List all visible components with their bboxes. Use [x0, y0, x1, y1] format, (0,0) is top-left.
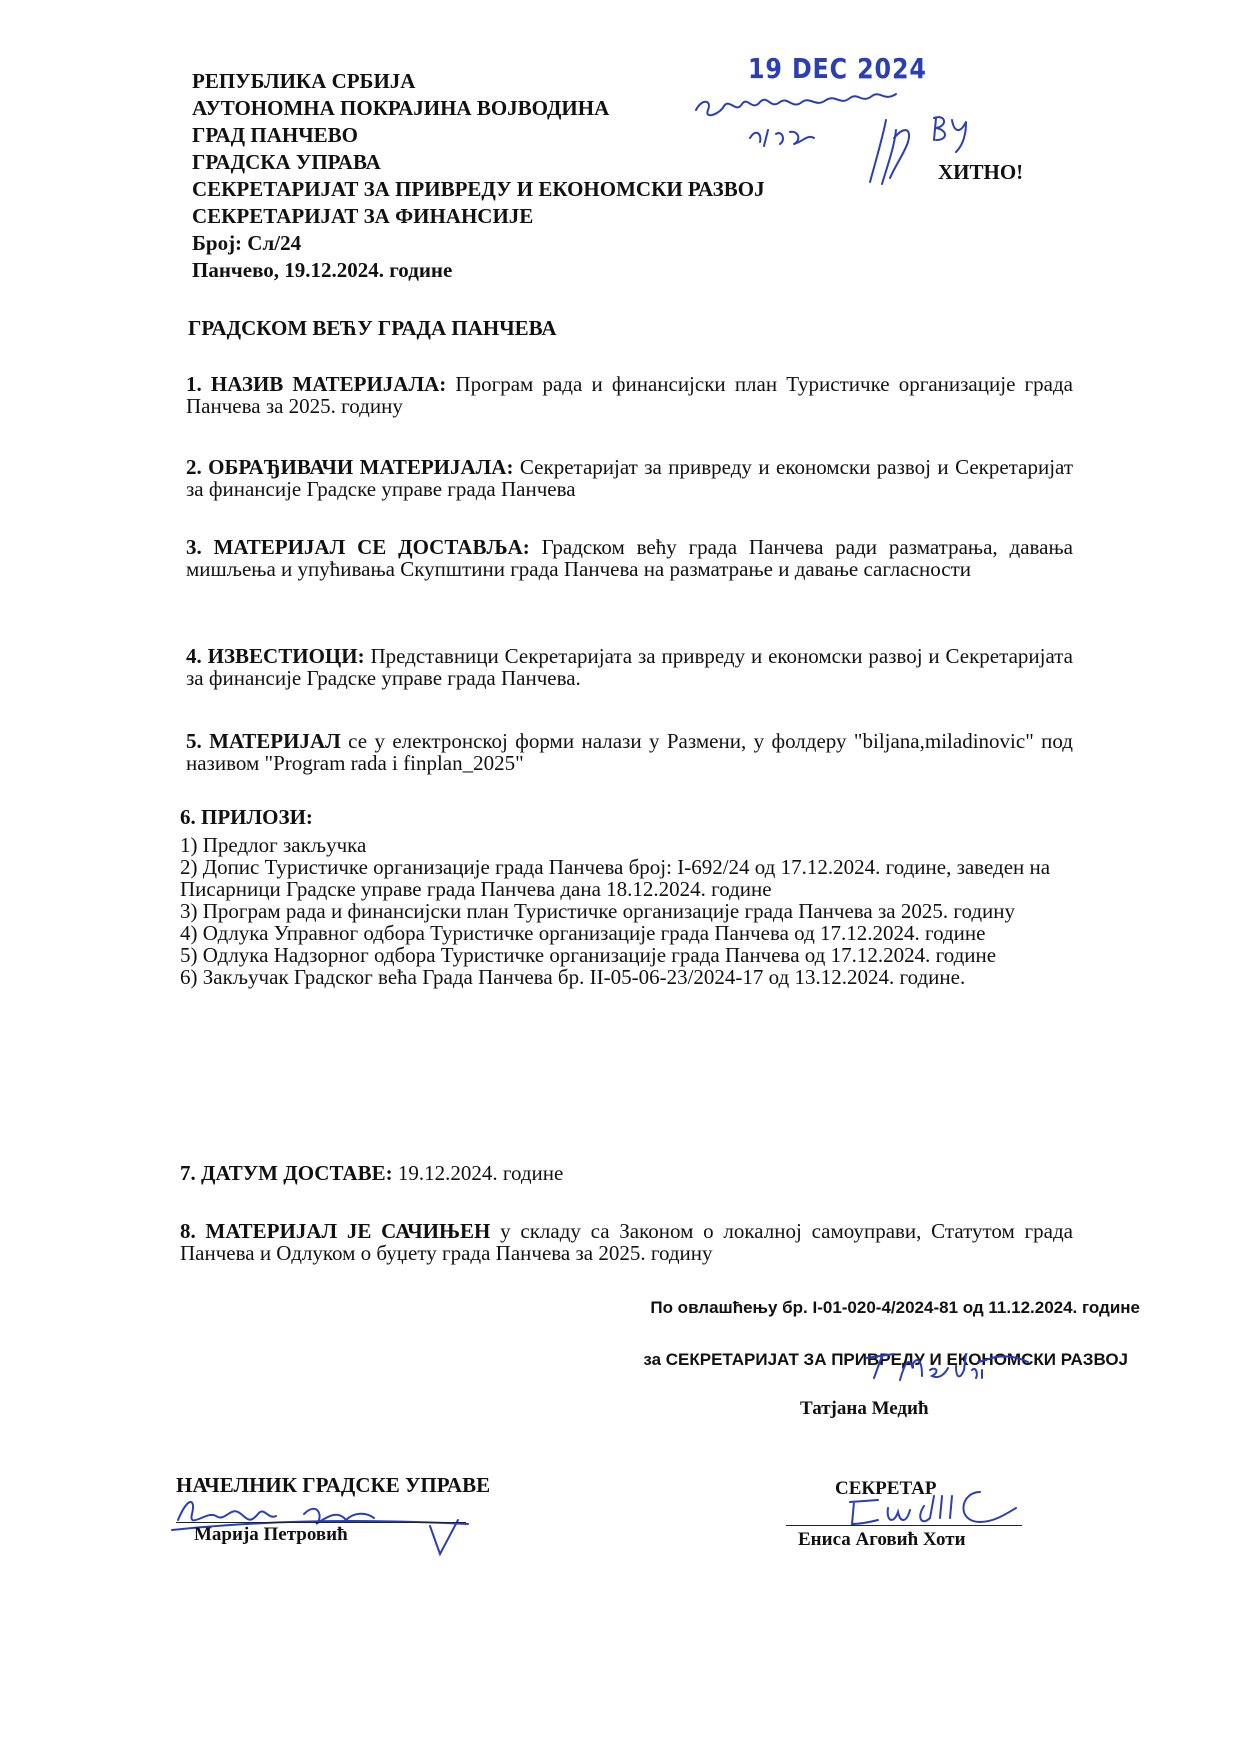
attachment-item: 2) Допис Туристичке организације града Панчева број: I-692/24 од 17.12.2024. године, заведен на Писарници Градске управе града Панчева дана 18.12.2024. године	[180, 855, 1051, 901]
addressee: ГРАДСКОМ ВЕЋУ ГРАДА ПАНЧЕВА	[188, 316, 557, 340]
header-line: СЕКРЕТАРИЈАТ ЗА ФИНАНСИЈЕ	[192, 204, 534, 228]
received-date-stamp: 19 DEC 2024	[748, 52, 927, 85]
section-text: Програм рада и финансијски план Туристичке организације града Панчева за 2025. годину	[186, 372, 1073, 418]
head-name: Марија Петровић	[194, 1524, 348, 1545]
section-label: 5. МАТЕРИЈАЛ	[186, 729, 341, 753]
header-line: РЕПУБЛИКА СРБИЈА	[192, 69, 416, 93]
section-label: 7. ДАТУМ ДОСТАВЕ:	[180, 1161, 393, 1185]
attachment-item: 3) Програм рада и финансијски план Туристичке организације града Панчева за 2025. годину	[180, 899, 1016, 923]
attachment-item: 6) Закључак Градског већа Града Панчева бр. II-05-06-23/2024-17 од 13.12.2024. године.	[180, 965, 966, 989]
secretary-title: СЕКРЕТАР	[835, 1478, 937, 1499]
urgent-mark: ХИТНО!	[938, 160, 1024, 184]
header-line: ГРАД ПАНЧЕВО	[192, 123, 358, 147]
section-text: се у електронској форми налази у Размени, у фолдеру "biljana,miladinovic" под називом "Program rada i finplan_2025"	[186, 729, 1073, 775]
section-rapporteurs	[186, 645, 1073, 689]
signature-medic	[860, 1336, 1040, 1406]
signature-line	[786, 1525, 1022, 1526]
section-material-name	[186, 373, 1073, 417]
attachment-item: 1) Предлог закључка	[180, 833, 367, 857]
section-label: 1. НАЗИВ МАТЕРИЈАЛА:	[186, 372, 447, 396]
section-text: Секретаријат за привреду и економски развој и Секретаријат за финансије Градске управе града Панчева	[186, 455, 1073, 501]
attachment-item: 4) Одлука Управног одбора Туристичке организације града Панчева од 17.12.2024. године	[180, 921, 986, 945]
document-header	[192, 68, 765, 284]
signature-line	[176, 1522, 466, 1523]
document-date: Панчево, 19.12.2024. године	[192, 258, 453, 282]
for-secretariat-line: за СЕКРЕТАРИЈАТ ЗА ПРИВРЕДУ И ЕКОНОМСКИ РАЗВОЈ	[643, 1350, 1128, 1369]
section-text: Представници Секретаријата за привреду и економски развој и Секретаријата за финансије Градске управе града Панчева.	[186, 644, 1073, 690]
section-delivery-date	[180, 1162, 1067, 1184]
section-label: 4. ИЗВЕСТИОЦИ:	[186, 644, 365, 668]
head-title: НАЧЕЛНИК ГРАДСКЕ УПРАВЕ	[176, 1473, 491, 1497]
section-legal-basis	[180, 1220, 1073, 1264]
section-text: 19.12.2024. године	[392, 1161, 564, 1185]
section-text: Градском већу града Панчева ради разматрања, давања мишљења и упућивања Скупштини града Панчева на разматрање и давање сагласности	[186, 535, 1073, 581]
section-attachments	[180, 806, 1080, 988]
header-line: ГРАДСКА УПРАВА	[192, 150, 381, 174]
section-text: у складу са Законом о локалној самоуправи, Статутом града Панчева и Одлуком о буџету града Панчева за 2025. годину	[180, 1219, 1073, 1265]
header-line: АУТОНОМНА ПОКРАЈИНА ВОЈВОДИНА	[192, 96, 610, 120]
section-label: 6. ПРИЛОЗИ:	[180, 805, 313, 829]
section-label: 3. МАТЕРИЈАЛ СЕ ДОСТАВЉА:	[186, 535, 530, 559]
section-label: 8. МАТЕРИЈАЛ ЈЕ САЧИЊЕН	[180, 1219, 491, 1243]
document-number: Број: Сл/24	[192, 231, 302, 255]
attachment-item: 5) Одлука Надзорног одбора Туристичке организације града Панчева од 17.12.2024. године	[180, 943, 997, 967]
section-electronic-material	[186, 730, 1073, 774]
header-line: СЕКРЕТАРИЈАТ ЗА ПРИВРЕДУ И ЕКОНОМСКИ РАЗВОЈ	[192, 177, 765, 201]
section-label: 2. ОБРАЂИВАЧИ МАТЕРИЈАЛА:	[186, 455, 514, 479]
authorization-line: По овлашћењу бр. I-01-020-4/2024-81 од 11.12.2024. године	[650, 1298, 1140, 1317]
signatory-medic-name: Татјана Медић	[800, 1398, 929, 1419]
section-delivered-to	[186, 536, 1073, 580]
secretary-name: Ениса Аговић Хоти	[798, 1529, 966, 1550]
section-processors	[186, 456, 1073, 500]
